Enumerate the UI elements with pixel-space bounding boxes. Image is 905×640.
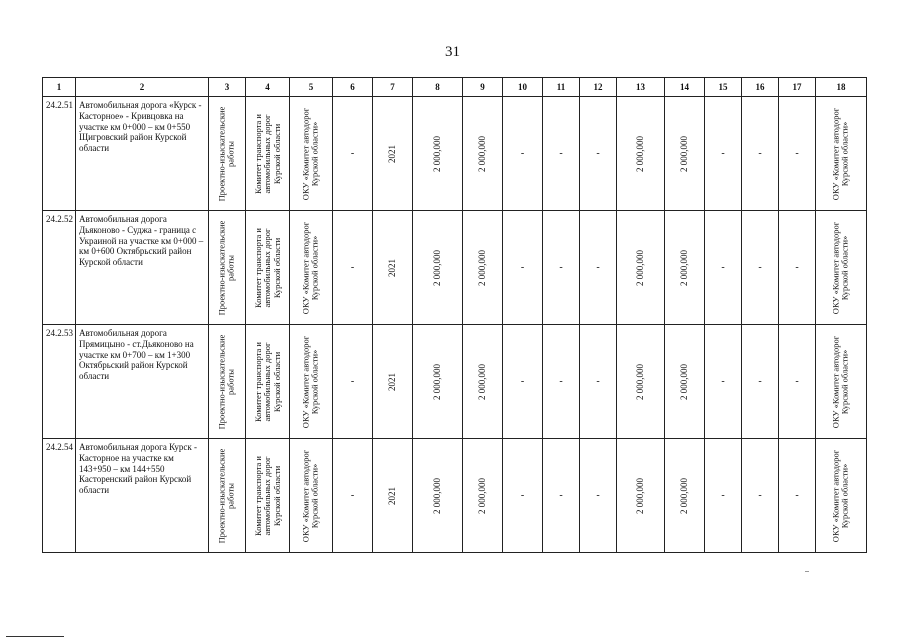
cell-col12: - [580, 439, 617, 553]
executor-text: ОКУ «Комитет автодорог Курской области» [830, 335, 850, 428]
amount-text: 2 000,000 [634, 249, 645, 286]
cell-col11: - [543, 325, 580, 439]
cell-year [373, 439, 413, 553]
road-name: Автомобильная дорога Курск - Касторное на участке км 143+950 – км 144+550 Касторенский район Курской области [76, 439, 209, 553]
committee-text: Комитет транспорта и автомобильных дорог Курской области [252, 227, 282, 308]
amount-text: 2021 [386, 486, 397, 505]
cell-col11: - [543, 97, 580, 211]
committee-text: Комитет транспорта и автомобильных дорог Курской области [252, 341, 282, 422]
cell-work-type [209, 325, 246, 439]
cell-committee [246, 211, 290, 325]
cell-col13 [617, 97, 665, 211]
column-header: 13 [617, 78, 665, 97]
cell-col14 [665, 439, 705, 553]
page-number: 31 [445, 44, 460, 60]
cell-col17: - [779, 325, 816, 439]
column-header: 16 [742, 78, 779, 97]
cell-col9 [463, 325, 503, 439]
column-header: 4 [246, 78, 290, 97]
cell-col10: - [503, 325, 543, 439]
amount-text: 2 000,000 [634, 363, 645, 400]
cell-col11: - [543, 439, 580, 553]
cell-col14 [665, 97, 705, 211]
cell-col11: - [543, 211, 580, 325]
cell-col8 [413, 211, 463, 325]
column-number-row [43, 78, 867, 97]
table-body [43, 97, 867, 553]
road-name: Автомобильная дорога Дьяконово - Суджа - граница с Украиной на участке км 0+000 – км 0+600 Октябрьский район Курской области [76, 211, 209, 325]
cell-year [373, 97, 413, 211]
column-header: 7 [373, 78, 413, 97]
row-code: 24.2.51 [43, 97, 76, 211]
cell-col16: - [742, 439, 779, 553]
road-name: Автомобильная дорога «Курск - Касторное» - Кривцовка на участке км 0+000 – км 0+550 Щигровский район Курской области [76, 97, 209, 211]
cell-col17: - [779, 211, 816, 325]
column-header: 1 [43, 78, 76, 97]
amount-text: 2 000,000 [431, 135, 442, 172]
cell-col13 [617, 211, 665, 325]
cell-col15: - [705, 439, 742, 553]
cell-col8 [413, 439, 463, 553]
amount-text: 2 000,000 [634, 477, 645, 514]
work-type-text: Проектно-изыскательские работы [216, 106, 236, 201]
executor-text: ОКУ «Комитет автодорог Курской области» [830, 107, 850, 200]
customer-text: ОКУ «Комитет автодорог Курской области» [300, 107, 320, 200]
table-row [43, 439, 867, 553]
executor-text: ОКУ «Комитет автодорог Курской области» [830, 221, 850, 314]
amount-text: 2021 [386, 144, 397, 163]
amount-text: 2 000,000 [476, 249, 487, 286]
column-header: 14 [665, 78, 705, 97]
work-type-text: Проектно-изыскательские работы [216, 448, 236, 543]
table-row [43, 211, 867, 325]
cell-committee [246, 325, 290, 439]
column-header: 10 [503, 78, 543, 97]
cell-col9 [463, 211, 503, 325]
cell-col16: - [742, 97, 779, 211]
work-type-text: Проектно-изыскательские работы [216, 220, 236, 315]
amount-text: 2 000,000 [431, 249, 442, 286]
investment-program-table [42, 77, 867, 553]
cell-work-type [209, 439, 246, 553]
cell-col17: - [779, 97, 816, 211]
cell-col10: - [503, 97, 543, 211]
scan-dot [805, 571, 809, 572]
amount-text: 2 000,000 [678, 135, 689, 172]
cell-committee [246, 97, 290, 211]
customer-text: ОКУ «Комитет автодорог Курской области» [300, 449, 320, 542]
column-header: 6 [333, 78, 373, 97]
cell-work-type [209, 97, 246, 211]
column-header: 5 [290, 78, 333, 97]
cell-col10: - [503, 211, 543, 325]
cell-col8 [413, 97, 463, 211]
table-row [43, 325, 867, 439]
cell-col17: - [779, 439, 816, 553]
amount-text: 2021 [386, 372, 397, 391]
cell-col12: - [580, 97, 617, 211]
column-header: 17 [779, 78, 816, 97]
work-type-text: Проектно-изыскательские работы [216, 334, 236, 429]
cell-work-type [209, 211, 246, 325]
cell-executor [816, 97, 867, 211]
cell-col9 [463, 97, 503, 211]
cell-col6: - [333, 439, 373, 553]
cell-col14 [665, 325, 705, 439]
row-code: 24.2.52 [43, 211, 76, 325]
customer-text: ОКУ «Комитет автодорог Курской области» [300, 335, 320, 428]
cell-col13 [617, 325, 665, 439]
cell-executor [816, 439, 867, 553]
table-row [43, 97, 867, 211]
cell-executor [816, 211, 867, 325]
cell-customer [290, 439, 333, 553]
cell-committee [246, 439, 290, 553]
cell-year [373, 211, 413, 325]
amount-text: 2021 [386, 258, 397, 277]
amount-text: 2 000,000 [476, 135, 487, 172]
cell-col8 [413, 325, 463, 439]
cell-customer [290, 211, 333, 325]
cell-customer [290, 97, 333, 211]
scan-line [6, 636, 64, 637]
cell-col10: - [503, 439, 543, 553]
cell-col12: - [580, 325, 617, 439]
cell-col12: - [580, 211, 617, 325]
cell-col6: - [333, 211, 373, 325]
cell-col9 [463, 439, 503, 553]
customer-text: ОКУ «Комитет автодорог Курской области» [300, 221, 320, 314]
row-code: 24.2.53 [43, 325, 76, 439]
amount-text: 2 000,000 [678, 363, 689, 400]
amount-text: 2 000,000 [431, 477, 442, 514]
amount-text: 2 000,000 [678, 477, 689, 514]
cell-col13 [617, 439, 665, 553]
cell-col15: - [705, 325, 742, 439]
executor-text: ОКУ «Комитет автодорог Курской области» [830, 449, 850, 542]
column-header: 8 [413, 78, 463, 97]
row-code: 24.2.54 [43, 439, 76, 553]
cell-col15: - [705, 97, 742, 211]
column-header: 11 [543, 78, 580, 97]
amount-text: 2 000,000 [431, 363, 442, 400]
cell-col16: - [742, 211, 779, 325]
cell-executor [816, 325, 867, 439]
amount-text: 2 000,000 [476, 363, 487, 400]
column-header: 15 [705, 78, 742, 97]
cell-col16: - [742, 325, 779, 439]
cell-col6: - [333, 325, 373, 439]
column-header: 12 [580, 78, 617, 97]
committee-text: Комитет транспорта и автомобильных дорог Курской области [252, 113, 282, 194]
column-header: 2 [76, 78, 209, 97]
cell-col14 [665, 211, 705, 325]
amount-text: 2 000,000 [634, 135, 645, 172]
road-name: Автомобильная дорога Прямицыно - ст.Дьяконово на участке км 0+700 – км 1+300 Октябрьский район Курской области [76, 325, 209, 439]
cell-customer [290, 325, 333, 439]
committee-text: Комитет транспорта и автомобильных дорог Курской области [252, 455, 282, 536]
cell-year [373, 325, 413, 439]
column-header: 3 [209, 78, 246, 97]
amount-text: 2 000,000 [678, 249, 689, 286]
column-header: 18 [816, 78, 867, 97]
amount-text: 2 000,000 [476, 477, 487, 514]
cell-col6: - [333, 97, 373, 211]
column-header: 9 [463, 78, 503, 97]
cell-col15: - [705, 211, 742, 325]
